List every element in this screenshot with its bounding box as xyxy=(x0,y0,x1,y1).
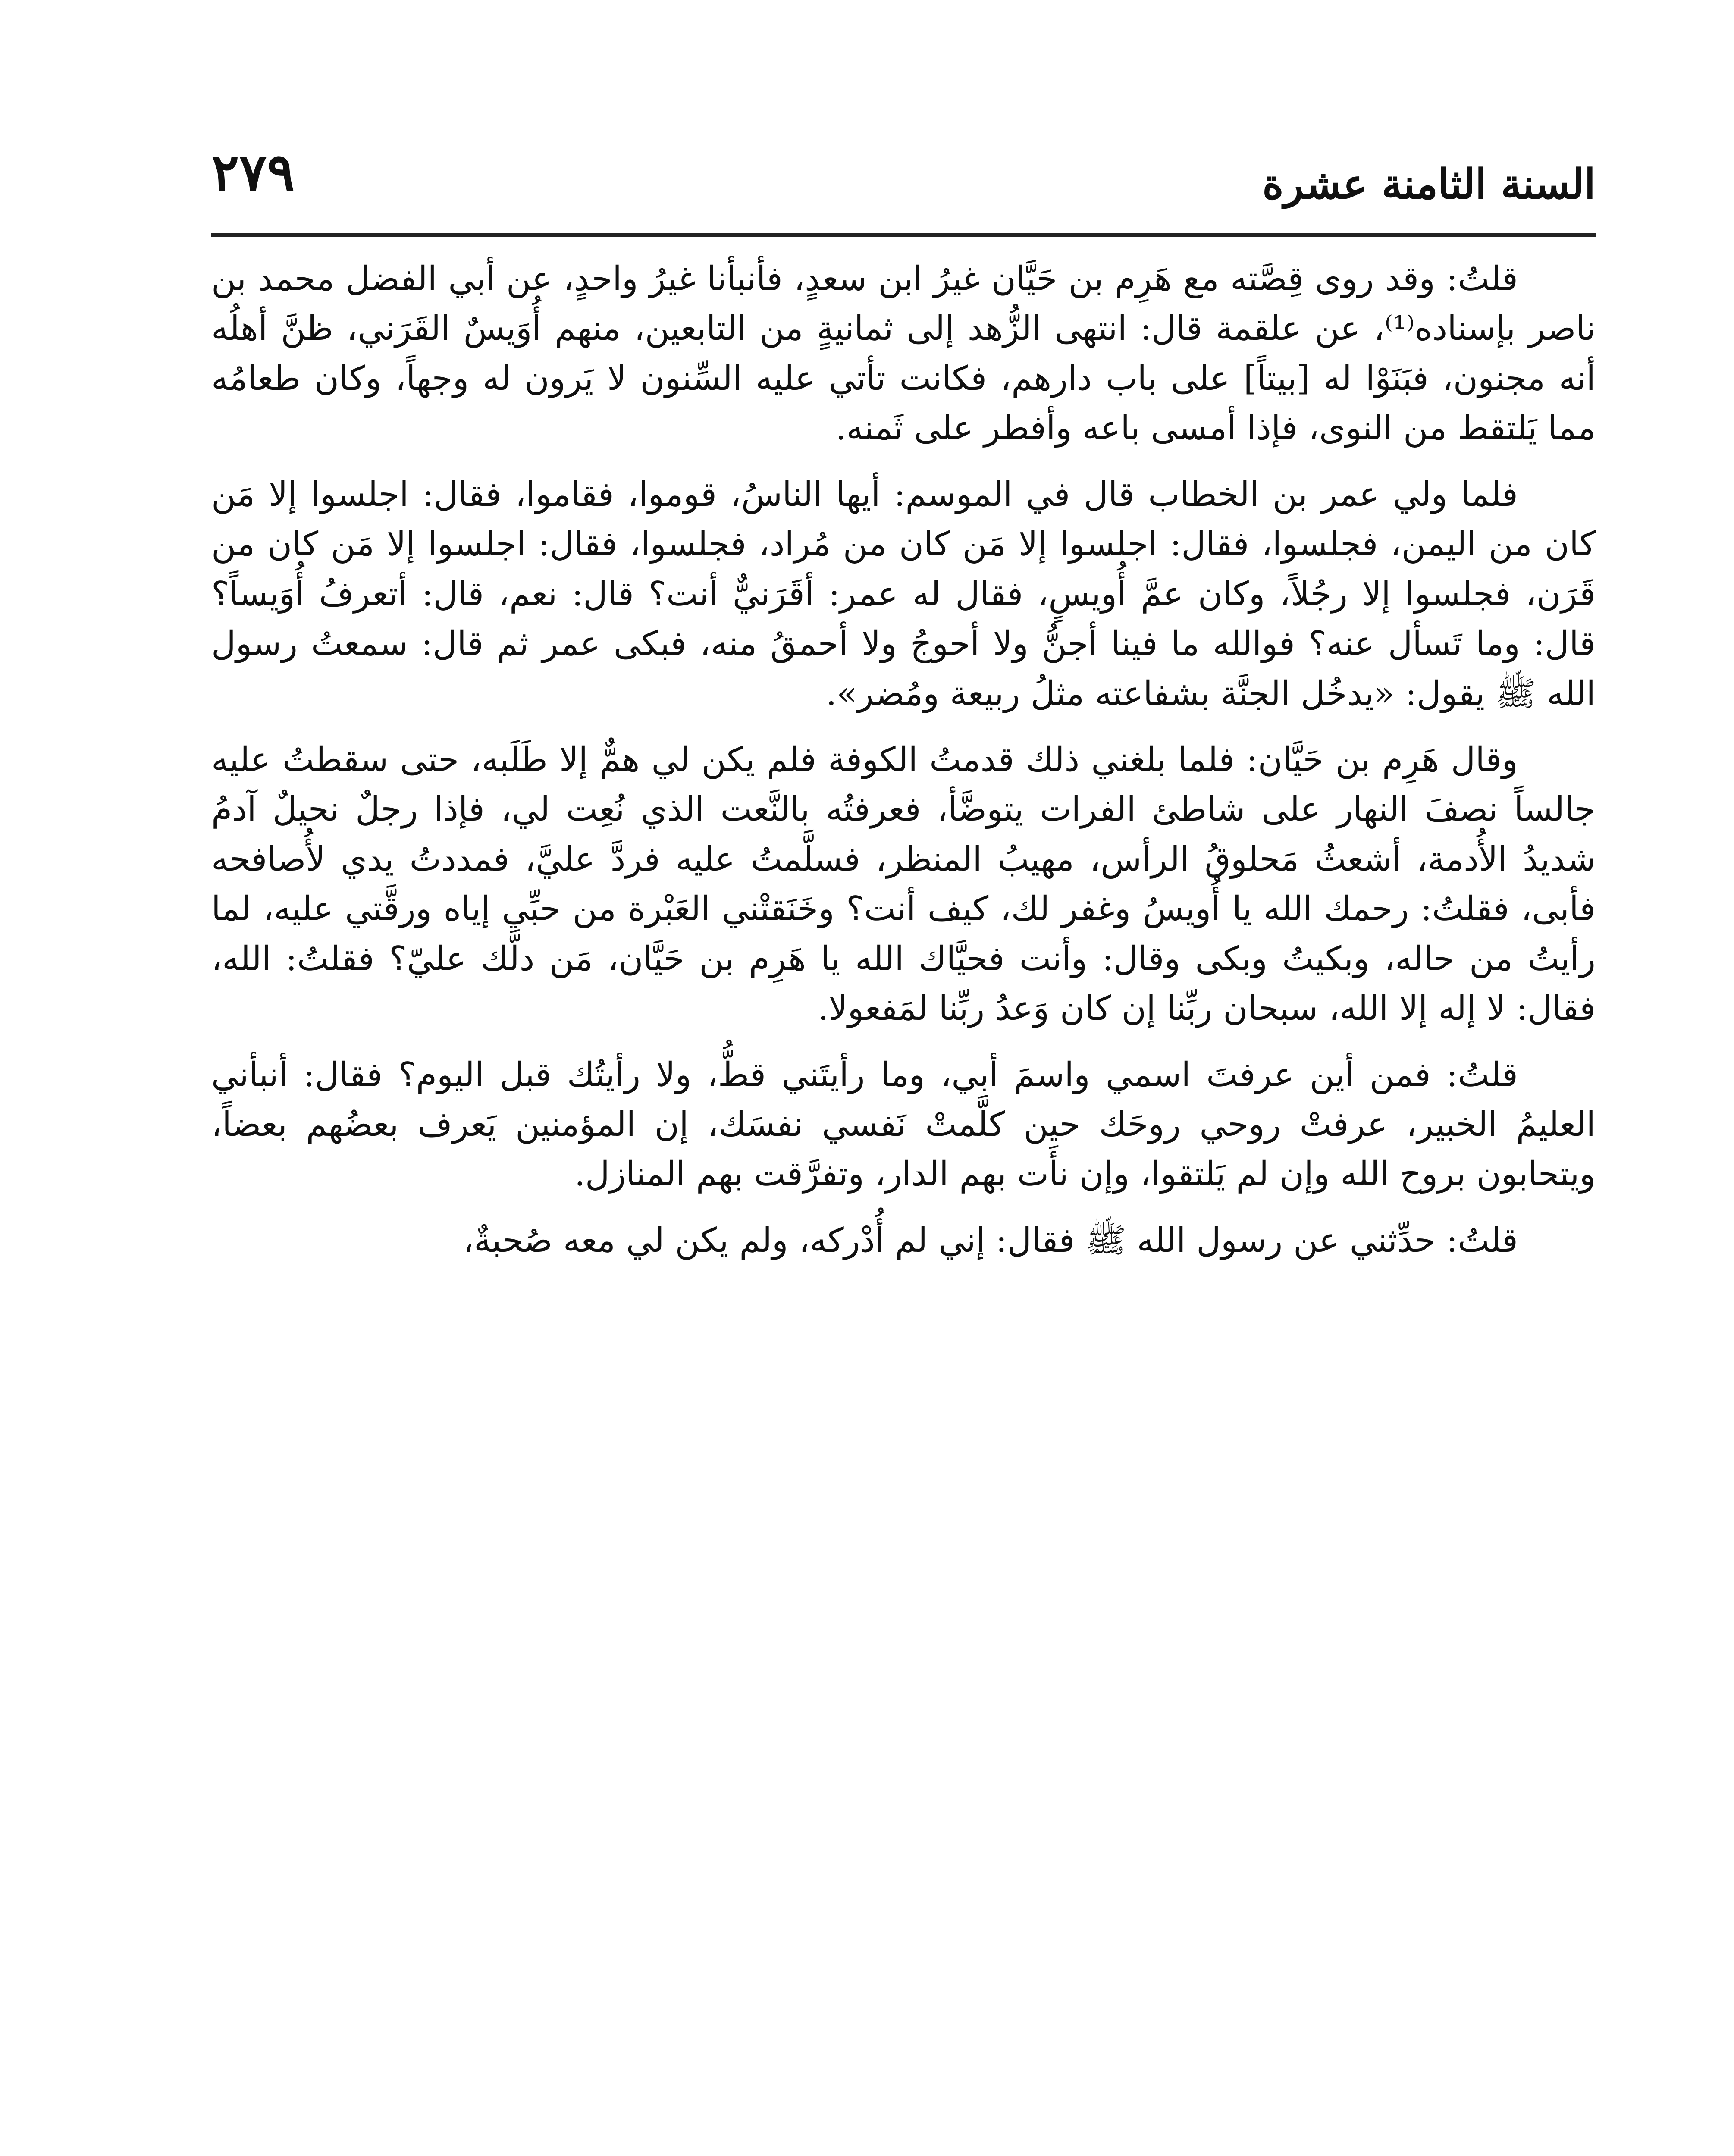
paragraph-4: قلتُ: فمن أين عرفتَ اسمي واسمَ أبي، وما رأيتَني قطُّ، ولا رأيتُك قبل اليوم؟ فقال: أنبأني العليمُ الخبير، عرفتْ روحي روحَك حين كلَّمتْ نَفسي نفسَك، إن المؤمنين يَعرف بعضُهم بعضاً، ويتحابون بروح الله وإن لم يَلتقوا، وإن نأَت بهم الدار، وتفرَّقت بهم المنازل. xyxy=(211,1055,1596,1194)
page-number: ٢٧٩ xyxy=(211,142,295,203)
paragraph-5: قلتُ: حدِّثني عن رسول الله ﷺ فقال: إني لم أُدْركه، ولم يكن لي معه صُحبةٌ، xyxy=(463,1221,1518,1260)
main-text xyxy=(211,254,1596,1282)
header-divider xyxy=(211,233,1596,237)
paragraph-3: وقال هَرِم بن حَيَّان: فلما بلغني ذلك قدمتُ الكوفة فلم يكن لي همٌّ إلا طَلَبه، حتى سقطتُ عليه جالساً نصفَ النهار على شاطئ الفرات يتوضَّأ، فعرفتُه بالنَّعت الذي نُعِت لي، فإذا رجلٌ نحيلٌ آدمُ شديدُ الأُدمة، أشعثُ مَحلوقُ الرأس، مهيبُ المنظر، فسلَّمتُ عليه فردَّ عليَّ، فمددتُ يدي لأُصافحه فأبى، فقلتُ: رحمك الله يا أُويسُ وغفر لك، كيف أنت؟ وخَنَقتْني العَبْرة من حبِّي إياه ورقَّتي عليه، لما رأيتُ من حاله، وبكيتُ وبكى وقال: وأنت فحيَّاك الله يا هَرِم بن حَيَّان، مَن دلَّك عليّ؟ فقلتُ: الله، فقال: لا إله إلا الله، سبحان ربِّنا إن كان وَعدُ ربِّنا لمَفعولا. xyxy=(211,740,1596,1028)
running-title: السنة الثامنة عشرة xyxy=(1262,160,1596,208)
paragraph-1: قلتُ: وقد روى قِصَّته مع هَرِم بن حَيَّان غيرُ ابن سعدٍ، فأنبأنا غيرُ واحدٍ، عن أبي الفضل محمد بن ناصر بإسناده⁽¹⁾، عن علقمة قال: انتهى الزُّهد إلى ثمانيةٍ من التابعين، منهم أُوَيسٌ القَرَني، ظنَّ أهلُه أنه مجنون، فبَنَوْا له [بيتاً] على باب دارهم، فكانت تأتي عليه السِّنون لا يَرون له وجهاً، وكان طعامُه مما يَلتقط من النوى، فإذا أمسى باعه وأفطر على ثَمنه. xyxy=(211,260,1596,448)
paragraph-2: فلما ولي عمر بن الخطاب قال في الموسم: أيها الناسُ، قوموا، فقاموا، فقال: اجلسوا إلا مَن كان من اليمن، فجلسوا، فقال: اجلسوا إلا مَن كان من مُراد، فجلسوا، فقال: اجلسوا إلا مَن كان من قَرَن، فجلسوا إلا رجُلاً، وكان عمَّ أُويسٍ، فقال له عمر: أقَرَنيٌّ أنت؟ قال: نعم، قال: أتعرفُ أُوَيساً؟ قال: وما تَسأل عنه؟ فوالله ما فينا أجنُّ ولا أحوجُ ولا أحمقُ منه، فبكى عمر ثم قال: سمعتُ رسول الله ﷺ يقول: «يدخُل الجنَّة بشفاعته مثلُ ربيعة ومُضر». xyxy=(211,475,1596,713)
page-header xyxy=(211,129,1596,229)
